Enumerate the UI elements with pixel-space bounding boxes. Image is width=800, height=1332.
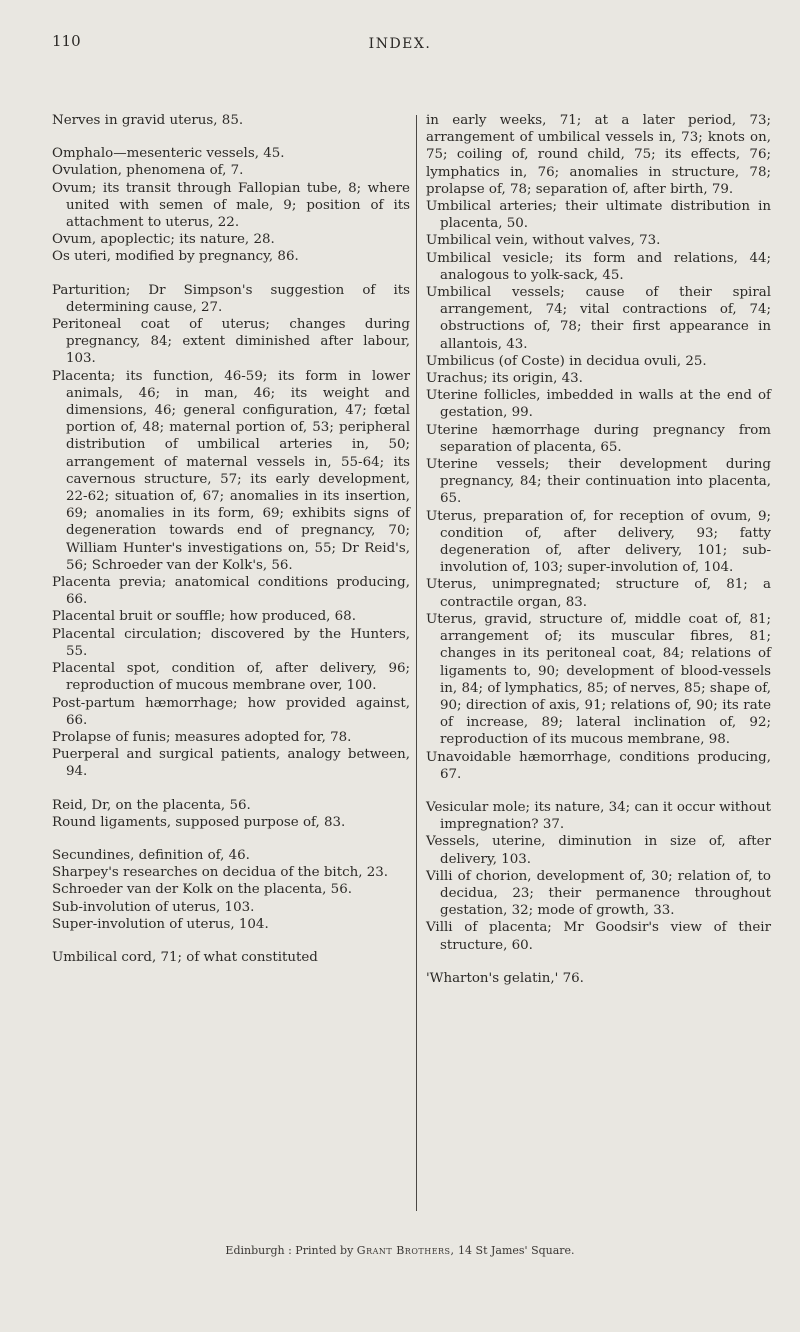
index-entry: Umbilical vein, without valves, 73.: [426, 233, 661, 249]
index-entry: Umbilicus (of Coste) in decidua ovuli, 25.: [426, 353, 707, 369]
index-entry: Reid, Dr, on the placenta, 56.: [52, 797, 251, 813]
index-entry: Uterine hæmorrhage during pregnancy from separation of placenta, 65.: [426, 422, 771, 455]
index-entry: Villi of placenta; Mr Goodsir's view of their structure, 60.: [426, 920, 771, 953]
index-entry: Villi of chorion, development of, 30; relation of, to decidua, 23; their permanence throughout gestation, 32; mode of growth, 33.: [426, 868, 771, 919]
index-entry: Vesicular mole; its nature, 34; can it occur without impregnation? 37.: [426, 799, 771, 833]
entry-gap: [52, 266, 410, 282]
imprint-place: Edinburgh : Printed by: [225, 1244, 354, 1257]
entry-gap: [52, 933, 410, 949]
index-entry: Umbilical cord, 71; of what constituted: [52, 949, 318, 965]
index-entry: Ovum, apoplectic; its nature, 28.: [52, 232, 275, 248]
index-entry: Omphalo—mesenteric vessels, 45.: [52, 146, 285, 162]
entry-gap: [52, 831, 410, 847]
column-divider: [416, 115, 417, 1211]
index-entry: Uterus, gravid, structure of, middle coat of, 81; arrangement of; its muscular fibres, 81; changes in its peritoneal coat, 84; relations of ligaments to, 90; development of blood-vessels in, 84; of lymphatics, 85; of nerves, 85; shape of, 90; direction of axis, 91; relations of, 90; its rate of increase, 89; lateral inclination of, 92; reproduction of its mucous membrane, 98.: [426, 611, 771, 748]
index-entry: Uterine vessels; their development during pregnancy, 84; their continuation into placenta, 65.: [426, 457, 771, 507]
imprint-address: 14 St James' Square.: [458, 1244, 575, 1257]
index-entry: Prolapse of funis; measures adopted for, 78.: [52, 729, 352, 745]
index-entry: Placental bruit or souffle; how produced, 68.: [52, 609, 356, 625]
index-entry: Super-involution of uterus, 104.: [52, 916, 269, 932]
index-entry: Vessels, uterine, diminution in size of, after delivery, 103.: [426, 834, 771, 867]
index-entry: Peritoneal coat of uterus; changes during pregnancy, 84; extent diminished after labour, 103.: [52, 317, 410, 367]
index-entry: 'Wharton's gelatin,' 76.: [426, 970, 584, 986]
index-entry: Os uteri, modified by pregnancy, 86.: [52, 249, 299, 265]
entry-gap: [52, 781, 410, 797]
index-entry: Sub-involution of uterus, 103.: [52, 899, 255, 915]
index-entry: Parturition; Dr Simpson's suggestion of its determining cause, 27.: [52, 282, 410, 315]
index-column-left: [52, 112, 410, 966]
index-entry: Placenta previa; anatomical conditions producing, 66.: [52, 575, 410, 608]
index-entry: Uterus, preparation of, for reception of ovum, 9; condition of, after delivery, 93; fatty degeneration of, after delivery, 101; sub-involution of, 103; super-involution of, 104.: [426, 508, 771, 576]
index-column-right: [426, 112, 771, 987]
index-entry: Ovum; its transit through Fallopian tube, 8; where united with semen of male, 9; position of its attachment to uterus, 22.: [52, 180, 410, 231]
index-entry: Nerves in gravid uterus, 85.: [52, 113, 244, 128]
index-entry: Post-partum hæmorrhage; how provided against, 66.: [52, 695, 410, 728]
index-entry: Unavoidable hæmorrhage, conditions producing, 67.: [426, 749, 771, 782]
imprint-printer: Grant Brothers,: [356, 1244, 455, 1257]
index-entry: Umbilical vessels; cause of their spiral arrangement, 74; vital contractions of, 74; obstructions of, 78; their first appearance in allantois, 43.: [426, 285, 771, 352]
page-number: 110: [52, 32, 81, 50]
running-head: INDEX.: [368, 36, 432, 52]
index-entry: Uterus, unimpregnated; structure of, 81; a contractile organ, 83.: [426, 577, 771, 610]
index-entry: Urachus; its origin, 43.: [426, 371, 583, 387]
entry-gap: [426, 954, 771, 970]
index-entry: Placental circulation; discovered by the Hunters, 55.: [52, 626, 410, 659]
index-entry: Secundines, definition of, 46.: [52, 847, 250, 863]
index-entry: Puerperal and surgical patients, analogy between, 94.: [52, 747, 410, 780]
page-header: [0, 32, 800, 72]
entry-gap: [52, 129, 410, 145]
index-entry: Sharpey's researches on decidua of the bitch, 23.: [52, 865, 389, 881]
index-entry: Ovulation, phenomena of, 7.: [52, 163, 244, 179]
entry-gap: [426, 783, 771, 799]
index-entry: Schroeder van der Kolk on the placenta, 56.: [52, 882, 352, 898]
index-entry: Placenta; its function, 46-59; its form in lower animals, 46; in man, 46; its weight and dimensions, 46; general configuration, 47; fœtal portion of, 48; maternal portion of, 53; peripheral distribution of umbilical arteries in, 50; arrangement of maternal vessels in, 55-64; its cavernous structure, 57; its early development, 22-62; situation of, 67; anomalies in its insertion, 69; anomalies in its form, 69; exhibits signs of degeneration towards end of pregnancy, 70; William Hunter's investigations on, 55; Dr Reid's, 56; Schroeder van der Kolk's, 56.: [52, 368, 410, 573]
index-entry: in early weeks, 71; at a later period, 73; arrangement of umbilical vessels in, 73; knots on, 75; coiling of, round child, 75; its effects, 76; lymphatics in, 76; anomalies in structure, 78; prolapse of, 78; separation of, after birth, 79.: [426, 113, 771, 197]
index-entry: Uterine follicles, imbedded in walls at the end of gestation, 99.: [426, 388, 771, 421]
printer-imprint: [0, 1244, 800, 1257]
index-entry: Umbilical arteries; their ultimate distribution in placenta, 50.: [426, 199, 771, 232]
index-entry: Round ligaments, supposed purpose of, 83.: [52, 814, 346, 830]
index-entry: Placental spot, condition of, after delivery, 96; reproduction of mucous membrane over, 100.: [52, 661, 410, 694]
index-entry: Umbilical vesicle; its form and relations, 44; analogous to yolk-sack, 45.: [426, 250, 771, 283]
